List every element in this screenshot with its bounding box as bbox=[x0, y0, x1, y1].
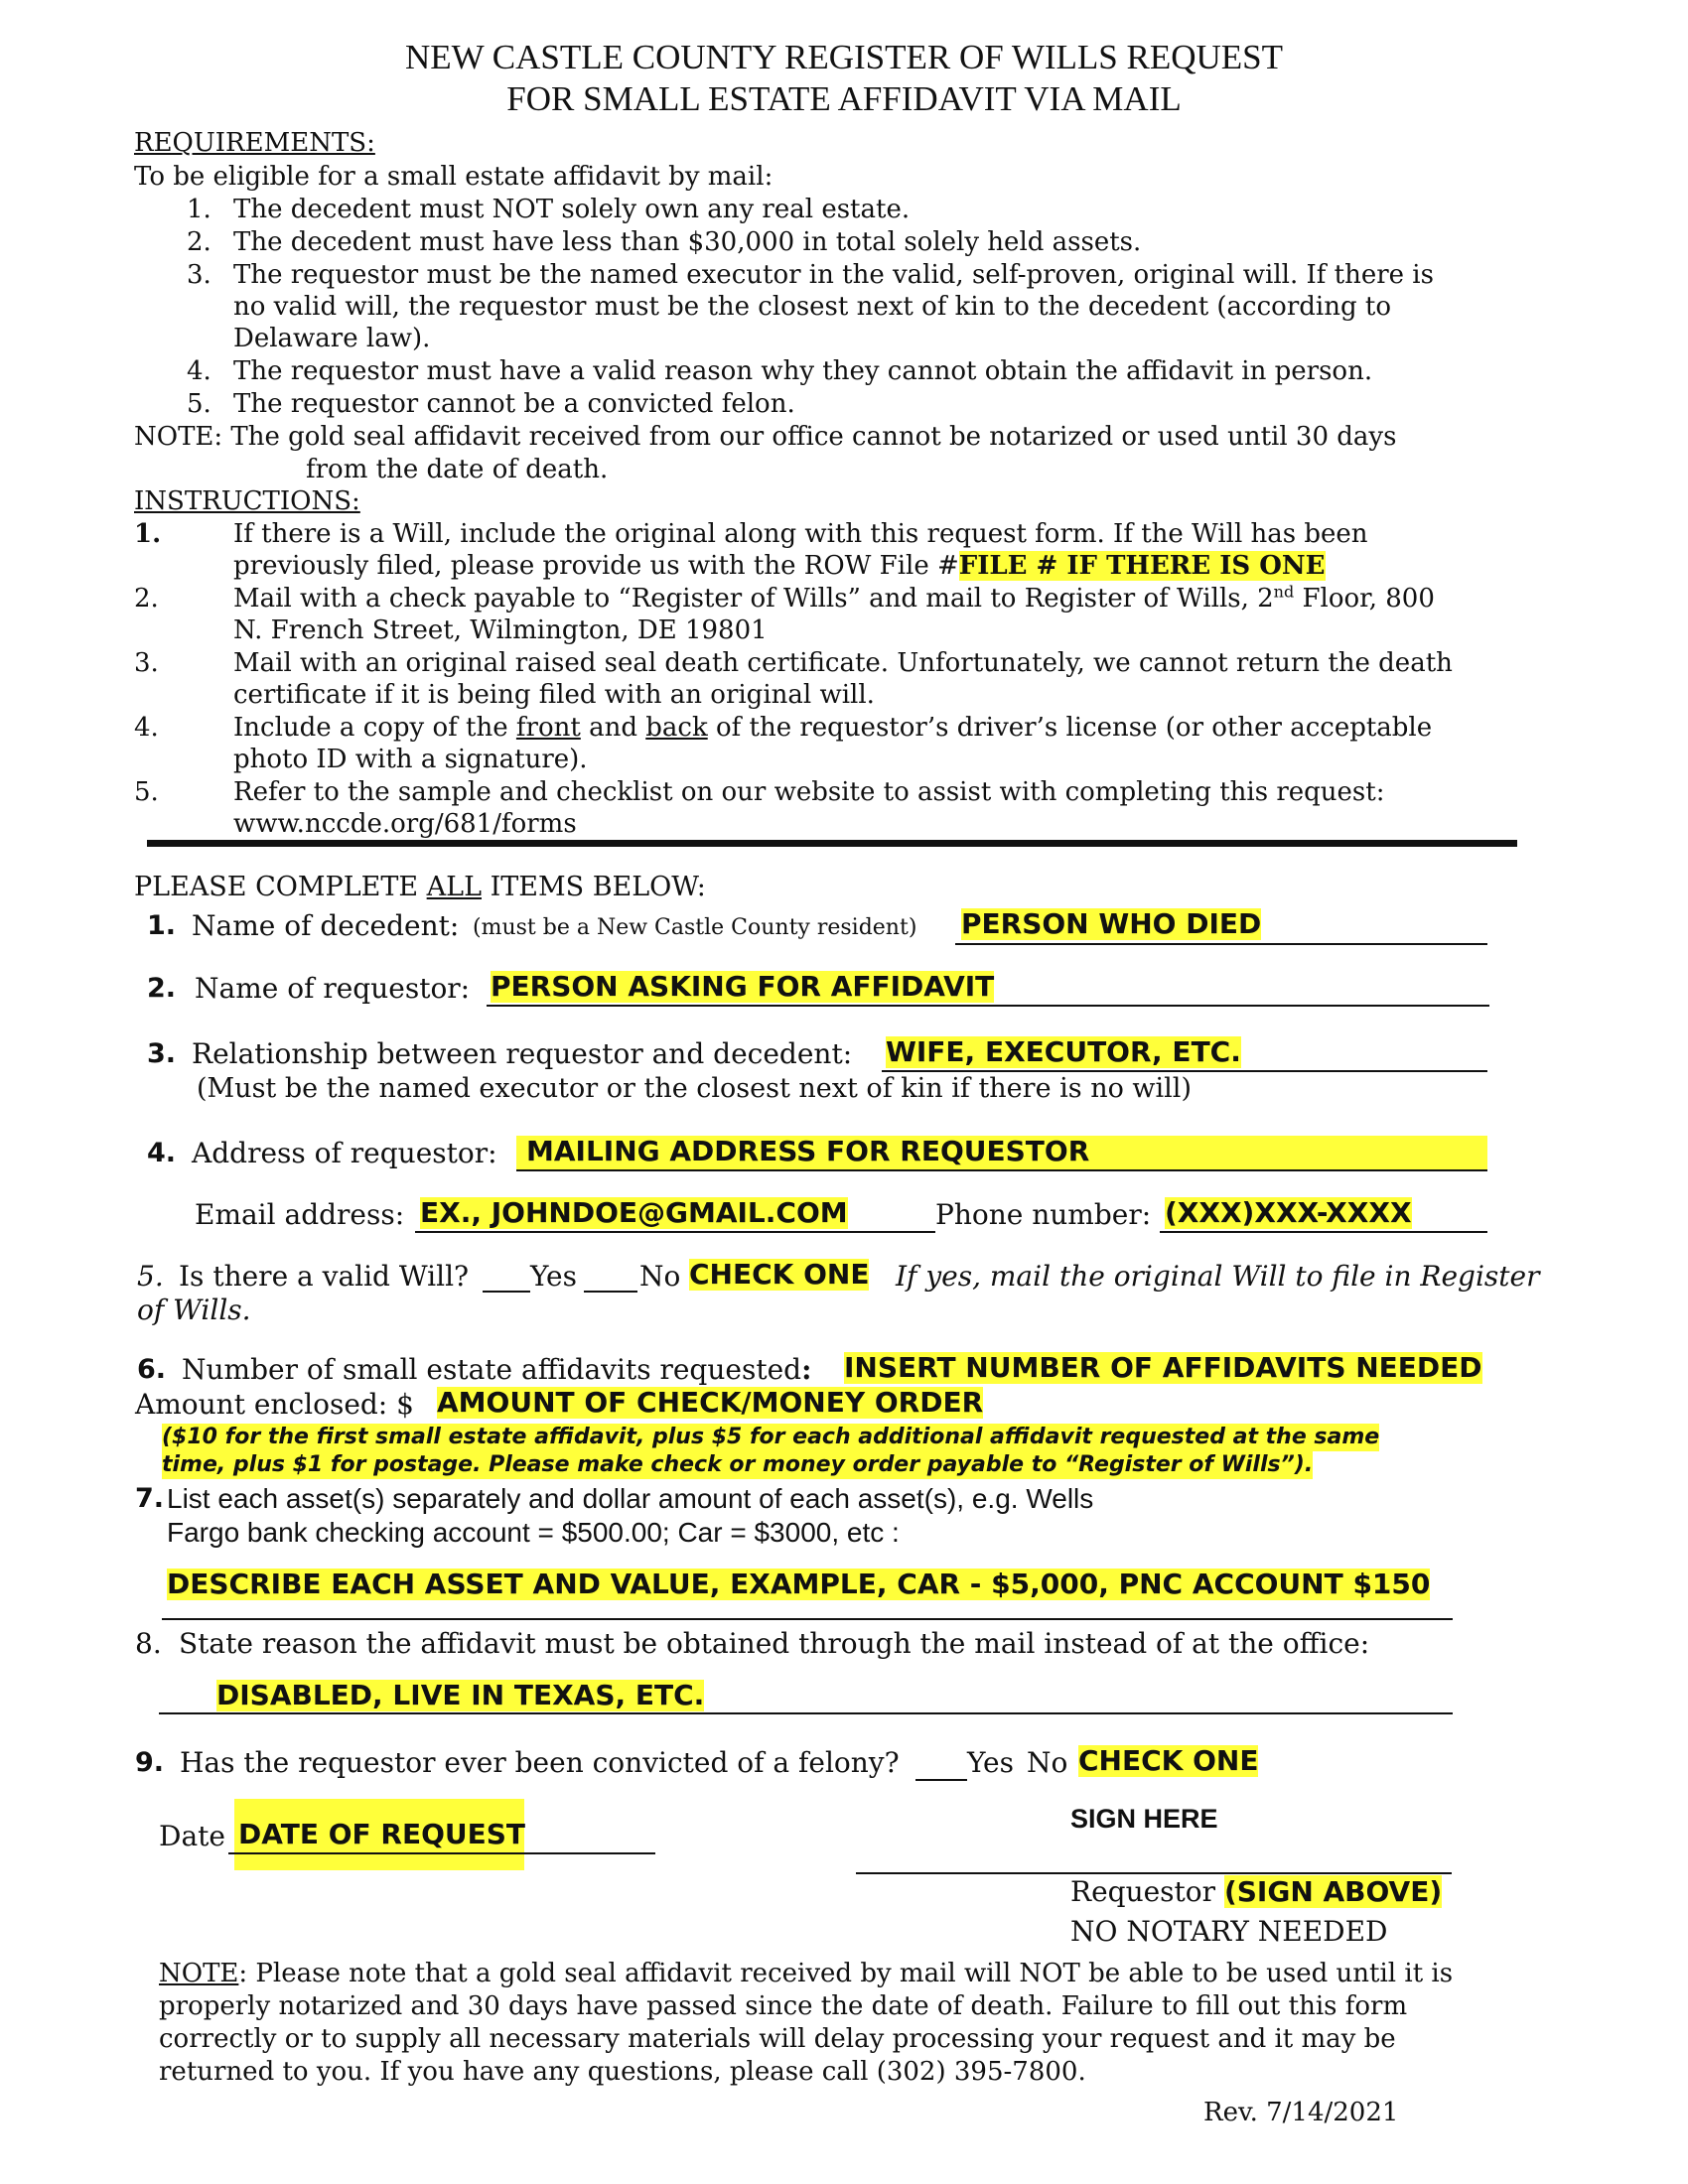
will-no-label: No bbox=[639, 1260, 681, 1293]
instruction-3-line2: certificate if it is being filed with an original will. bbox=[233, 680, 875, 710]
footer-note-line4: returned to you. If you have any questions, please call (302) 395-7800. bbox=[159, 2057, 1086, 2087]
requirement-5-num: 5. bbox=[187, 389, 211, 419]
form-heading-pre: PLEASE COMPLETE bbox=[134, 872, 427, 902]
footer-note-line1 bbox=[159, 1958, 1453, 1990]
website-link[interactable]: www.nccde.org/681/forms bbox=[233, 809, 577, 839]
instruction-2-line1a: Mail with a check payable to “Register of Wills” and mail to Register of Wills, 2 bbox=[233, 584, 1274, 614]
q3-num: 3. bbox=[147, 1038, 177, 1069]
signature-line[interactable] bbox=[856, 1872, 1452, 1874]
date-field[interactable]: DATE OF REQUEST bbox=[238, 1818, 526, 1850]
requirements-note-line1: NOTE: The gold seal affidavit received from our office cannot be notarized or used until 30 days bbox=[134, 422, 1397, 452]
fee-note-line2: time, plus $1 for postage. Please make check or money order payable to “Register of Wills”). bbox=[162, 1452, 1314, 1477]
requirement-3-line1: The requestor must be the named executor in the valid, self-proven, original will. If there is bbox=[233, 260, 1434, 290]
q7-underline bbox=[162, 1618, 1453, 1620]
will-no-blank[interactable] bbox=[584, 1291, 637, 1293]
instruction-2-line1 bbox=[233, 583, 1435, 614]
revision-date: Rev. 7/14/2021 bbox=[1203, 2098, 1399, 2127]
q4-underline bbox=[516, 1169, 1487, 1171]
q1-sublabel: (must be a New Castle County resident) bbox=[473, 915, 917, 940]
q2-underline bbox=[487, 1005, 1489, 1007]
instruction-2-num: 2. bbox=[134, 584, 159, 614]
instruction-1-line1: If there is a Will, include the original along with this request form. If the Will has been bbox=[233, 519, 1368, 549]
form-heading-all: ALL bbox=[426, 872, 482, 902]
q2-label: Name of requestor: bbox=[195, 972, 471, 1005]
phone-field[interactable]: (XXX)XXX-XXXX bbox=[1165, 1196, 1412, 1229]
q3-underline bbox=[882, 1070, 1487, 1072]
no-notary-label: NO NOTARY NEEDED bbox=[1070, 1915, 1388, 1948]
q8-label: State reason the affidavit must be obtained through the mail instead of at the office: bbox=[179, 1627, 1370, 1660]
q1-label: Name of decedent: bbox=[192, 909, 460, 942]
q4-label: Address of requestor: bbox=[192, 1137, 497, 1169]
instruction-3-line1: Mail with an original raised seal death certificate. Unfortunately, we cannot return the death bbox=[233, 648, 1453, 678]
footer-note-text1: : Please note that a gold seal affidavit received by mail will NOT be able to be used until it is bbox=[238, 1959, 1454, 1988]
amount-label: Amount enclosed: $ bbox=[135, 1388, 414, 1421]
will-yes-blank[interactable] bbox=[483, 1291, 530, 1293]
row-file-number-field: FILE # IF THERE IS ONE bbox=[958, 551, 1326, 581]
sign-above-label: (SIGN ABOVE) bbox=[1223, 1875, 1443, 1908]
q5-italic-line2: of Wills. bbox=[137, 1294, 251, 1326]
instruction-2-sup: nd bbox=[1273, 582, 1295, 602]
instruction-4-line1 bbox=[233, 712, 1432, 744]
requirement-3-num: 3. bbox=[187, 260, 211, 290]
q6-label-text: Number of small estate affidavits requested bbox=[182, 1353, 802, 1386]
phone-label: Phone number: bbox=[935, 1198, 1152, 1231]
form-heading-post: ITEMS BELOW: bbox=[482, 872, 706, 902]
q7-num: 7. bbox=[135, 1483, 165, 1514]
email-label: Email address: bbox=[195, 1198, 405, 1231]
q6-label bbox=[182, 1354, 811, 1386]
requirements-note-line2: from the date of death. bbox=[306, 455, 609, 484]
section-divider bbox=[147, 840, 1517, 847]
affidavit-count-field[interactable]: INSERT NUMBER OF AFFIDAVITS NEEDED bbox=[844, 1351, 1482, 1384]
will-check-one: CHECK ONE bbox=[689, 1258, 870, 1291]
q8-num: 8. bbox=[135, 1627, 162, 1660]
felony-check-one: CHECK ONE bbox=[1078, 1744, 1259, 1777]
requirement-2-text: The decedent must have less than $30,000 in total solely held assets. bbox=[233, 227, 1142, 257]
requirement-5-text: The requestor cannot be a convicted felon. bbox=[233, 389, 795, 419]
requestor-label: Requestor bbox=[1070, 1875, 1224, 1908]
mail-reason-field[interactable]: DISABLED, LIVE IN TEXAS, ETC. bbox=[216, 1679, 705, 1711]
instruction-4-back: back bbox=[645, 713, 708, 743]
instruction-4-front: front bbox=[515, 713, 581, 743]
requestor-name-field[interactable]: PERSON ASKING FOR AFFIDAVIT bbox=[491, 970, 995, 1003]
q8-underline bbox=[159, 1712, 1453, 1714]
q9-label: Has the requestor ever been convicted of a felony? bbox=[180, 1746, 900, 1779]
q5-label: Is there a valid Will? bbox=[179, 1260, 470, 1293]
q6-colon: : bbox=[801, 1353, 812, 1386]
requirement-3-line3: Delaware law). bbox=[233, 324, 431, 353]
q5-num: 5. bbox=[137, 1260, 164, 1293]
amount-field[interactable]: AMOUNT OF CHECK/MONEY ORDER bbox=[437, 1386, 984, 1419]
will-yes-label: Yes bbox=[530, 1260, 577, 1293]
q1-underline bbox=[955, 943, 1487, 945]
requirement-3-line2: no valid will, the requestor must be the closest next of kin to the decedent (according to bbox=[233, 292, 1391, 322]
sign-here-label: SIGN HERE bbox=[1070, 1804, 1218, 1834]
requirement-4-num: 4. bbox=[187, 356, 211, 386]
q6-num: 6. bbox=[137, 1354, 167, 1385]
instruction-4-mid: and bbox=[580, 713, 646, 743]
instruction-4-pre: Include a copy of the bbox=[233, 713, 516, 743]
felony-yes-blank[interactable] bbox=[915, 1779, 967, 1781]
q3-note: (Must be the named executor or the closest next of kin if there is no will) bbox=[197, 1073, 1192, 1104]
q7-line1: List each asset(s) separately and dollar amount of each asset(s), e.g. Wells bbox=[167, 1483, 1094, 1514]
email-field[interactable]: EX., JOHNDOE@GMAIL.COM bbox=[420, 1196, 848, 1229]
q5-italic-line1: If yes, mail the original Will to file in Register bbox=[896, 1260, 1540, 1293]
fee-note-line1: ($10 for the first small estate affidavit, plus $5 for each additional affidavit requested at the same bbox=[162, 1425, 1380, 1449]
instruction-5-num: 5. bbox=[134, 777, 159, 807]
date-underline bbox=[228, 1852, 655, 1854]
felony-no-label: No bbox=[1027, 1746, 1068, 1779]
requestor-signature-label bbox=[1070, 1876, 1442, 1908]
form-heading bbox=[134, 872, 706, 903]
q4-num: 4. bbox=[147, 1138, 177, 1168]
instruction-4-post: of the requestor’s driver’s license (or other acceptable bbox=[707, 713, 1433, 743]
requirements-heading: REQUIREMENTS: bbox=[134, 128, 375, 158]
relationship-field[interactable]: WIFE, EXECUTOR, ETC. bbox=[886, 1035, 1241, 1068]
document-title-line1: NEW CASTLE COUNTY REGISTER OF WILLS REQUEST bbox=[404, 38, 1284, 76]
instruction-4-num: 4. bbox=[134, 713, 159, 743]
felony-yes-label: Yes bbox=[967, 1746, 1014, 1779]
email-underline bbox=[415, 1231, 935, 1233]
instruction-5-line1: Refer to the sample and checklist on our website to assist with completing this request: bbox=[233, 777, 1385, 807]
requirement-1-num: 1. bbox=[187, 195, 211, 224]
instruction-2-line2: N. French Street, Wilmington, DE 19801 bbox=[233, 615, 768, 645]
instruction-1-line2-text: previously filed, please provide us with the ROW File # bbox=[233, 551, 959, 581]
instruction-2-line1b: Floor, 800 bbox=[1294, 584, 1435, 614]
requirement-1-text: The decedent must NOT solely own any real estate. bbox=[233, 195, 911, 224]
requirement-4-text: The requestor must have a valid reason why they cannot obtain the affidavit in person. bbox=[233, 356, 1373, 386]
q2-num: 2. bbox=[147, 973, 177, 1004]
instructions-heading: INSTRUCTIONS: bbox=[134, 486, 360, 516]
instruction-1-line2 bbox=[233, 550, 1326, 582]
instruction-1-num: 1. bbox=[134, 519, 162, 549]
assets-field[interactable]: DESCRIBE EACH ASSET AND VALUE, EXAMPLE, CAR - $5,000, PNC ACCOUNT $150 bbox=[167, 1568, 1431, 1600]
footer-note-line2: properly notarized and 30 days have passed since the date of death. Failure to fill out this form bbox=[159, 1991, 1408, 2021]
q9-num: 9. bbox=[135, 1747, 165, 1778]
instruction-4-line2: photo ID with a signature). bbox=[233, 745, 588, 774]
address-field[interactable]: MAILING ADDRESS FOR REQUESTOR bbox=[526, 1135, 1090, 1167]
footer-note-line3: correctly or to supply all necessary materials will delay processing your request and it may be bbox=[159, 2024, 1396, 2054]
requirement-2-num: 2. bbox=[187, 227, 211, 257]
date-label: Date bbox=[159, 1820, 225, 1852]
decedent-name-field[interactable]: PERSON WHO DIED bbox=[961, 907, 1262, 940]
q7-line2: Fargo bank checking account = $500.00; Car = $3000, etc : bbox=[167, 1517, 900, 1548]
requirements-intro: To be eligible for a small estate affidavit by mail: bbox=[134, 162, 774, 192]
q1-num: 1. bbox=[147, 910, 177, 941]
q3-label: Relationship between requestor and decedent: bbox=[192, 1037, 853, 1070]
phone-underline bbox=[1160, 1231, 1487, 1233]
document-title-line2: FOR SMALL ESTATE AFFIDAVIT VIA MAIL bbox=[506, 79, 1182, 118]
footer-note-label: NOTE bbox=[159, 1959, 239, 1988]
instruction-3-num: 3. bbox=[134, 648, 159, 678]
